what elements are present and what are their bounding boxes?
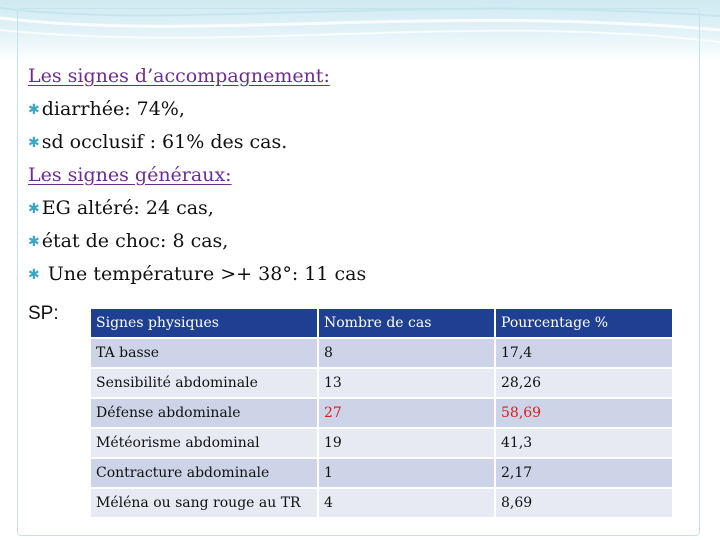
cell-count: 1 <box>318 458 495 488</box>
cell-sign: Météorisme abdominal <box>90 428 318 458</box>
cell-sign: Méléna ou sang rouge au TR <box>90 488 318 518</box>
cell-sign: Sensibilité abdominale <box>90 368 318 398</box>
cell-percent: 28,26 <box>495 368 673 398</box>
cell-count: 4 <box>318 488 495 518</box>
cell-percent: 8,69 <box>495 488 673 518</box>
cell-count: 19 <box>318 428 495 458</box>
bullet-icon: ✱ <box>28 135 40 151</box>
sp-label: SP: <box>28 303 59 324</box>
line-text: Une température >+ 38°: 11 cas <box>41 263 367 285</box>
heading-general: Les signes généraux: <box>28 164 232 186</box>
line-occlusive <box>28 126 628 159</box>
cell-count-highlight: 27 <box>318 398 495 428</box>
bullet-icon: ✱ <box>28 234 40 250</box>
line-general-heading <box>28 159 628 192</box>
cell-percent: 41,3 <box>495 428 673 458</box>
text-content <box>28 60 628 291</box>
line-shock <box>28 225 628 258</box>
cell-sign: Défense abdominale <box>90 398 318 428</box>
cell-count: 13 <box>318 368 495 398</box>
cell-percent: 17,4 <box>495 338 673 368</box>
cell-percent-highlight: 58,69 <box>495 398 673 428</box>
line-text: EG altéré: 24 cas, <box>41 197 214 219</box>
line-eg <box>28 192 628 225</box>
table-row <box>90 428 673 458</box>
table-row <box>90 488 673 518</box>
table-row <box>90 398 673 428</box>
line-text: diarrhée: 74%, <box>41 98 185 120</box>
cell-count: 8 <box>318 338 495 368</box>
table-header-row <box>90 308 673 338</box>
header-percent: Pourcentage % <box>495 308 673 338</box>
bullet-icon: ✱ <box>28 102 40 118</box>
bullet-icon: ✱ <box>28 267 40 283</box>
cell-sign: Contracture abdominale <box>90 458 318 488</box>
table-row <box>90 338 673 368</box>
header-signs: Signes physiques <box>90 308 318 338</box>
table-row <box>90 368 673 398</box>
line-text: sd occlusif : 61% des cas. <box>41 131 288 153</box>
cell-percent: 2,17 <box>495 458 673 488</box>
bullet-icon: ✱ <box>28 201 40 217</box>
line-text: état de choc: 8 cas, <box>41 230 229 252</box>
line-diarrhea <box>28 93 628 126</box>
table-row <box>90 458 673 488</box>
header-count: Nombre de cas <box>318 308 495 338</box>
heading-accompaniment: Les signes d’accompagnement: <box>28 65 330 87</box>
cell-sign: TA basse <box>90 338 318 368</box>
line-temperature <box>28 258 628 291</box>
physical-signs-table <box>89 307 674 519</box>
line-accompaniment-heading <box>28 60 628 93</box>
